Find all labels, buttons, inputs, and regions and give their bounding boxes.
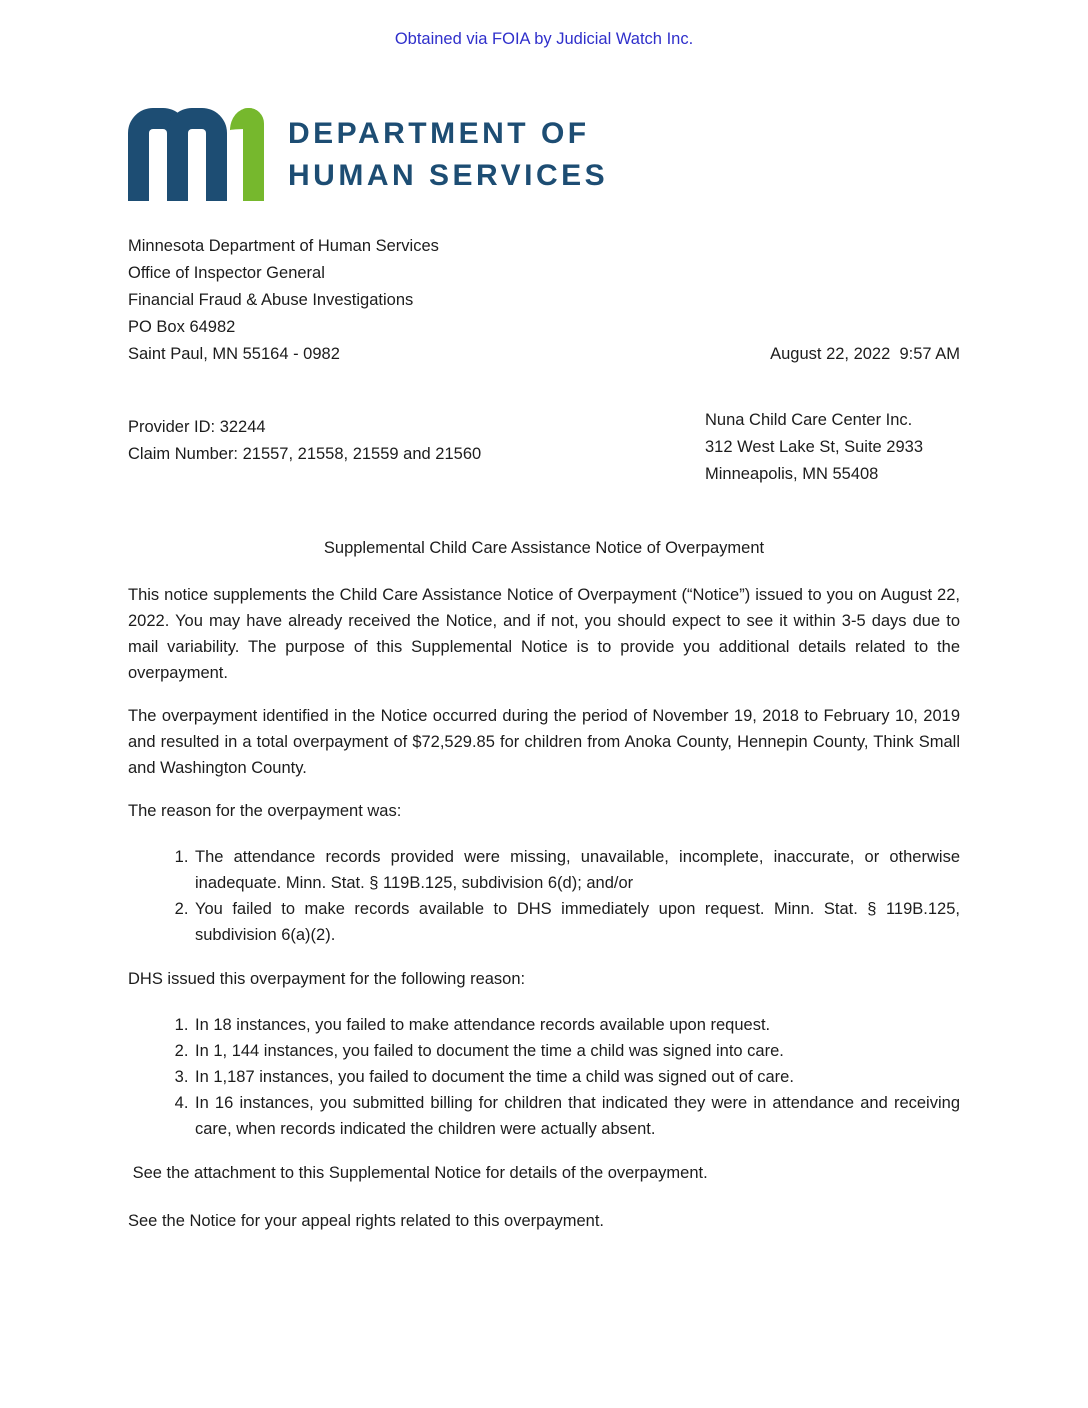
sender-line: Saint Paul, MN 55164 - 0982 — [128, 345, 340, 363]
sender-line: Financial Fraud & Abuse Investigations — [128, 291, 414, 309]
sender-line: Office of Inspector General — [128, 264, 325, 282]
mn-logo-icon — [128, 108, 264, 201]
sender-date-row — [128, 233, 960, 368]
reason-item: 2. You failed to make records available to DHS immediately upon request. Minn. Stat. § 119B.125, subdivision 6(a)(2). — [193, 896, 960, 948]
reason-intro: The reason for the overpayment was: — [128, 802, 402, 820]
sender-address — [128, 233, 439, 368]
dhs-reason-item: 3. In 1,187 instances, you failed to document the time a child was signed out of care. — [193, 1064, 960, 1090]
sender-line: PO Box 64982 — [128, 318, 236, 336]
provider-id: Provider ID: 32244 — [128, 418, 266, 436]
recipient-line: Minneapolis, MN 55408 — [705, 465, 879, 483]
provider-info — [128, 407, 481, 468]
dhs-reason-intro: DHS issued this overpayment for the following reason: — [128, 970, 526, 988]
logo-wordmark — [288, 113, 608, 197]
paragraph-supplement: This notice supplements the Child Care Assistance Notice of Overpayment (“Notice”) issued to you on August 22, 2022. You may have already received the Notice, and if not, you should expect to see it within 3-5 days due to mail variability. The purpose of this Supplemental Notice is to provide you additional details related to the overpayment. — [128, 586, 960, 682]
logo-wordmark-line2: HUMAN SERVICES — [288, 158, 609, 192]
claim-number: Claim Number: 21557, 21558, 21559 and 21560 — [128, 445, 482, 463]
recipient-address — [705, 407, 960, 488]
dhs-reason-item: 1. In 18 instances, you failed to make attendance records available upon request. — [193, 1012, 960, 1038]
letter-title: Supplemental Child Care Assistance Notice of Overpayment — [323, 539, 765, 557]
foia-stamp: Obtained via FOIA by Judicial Watch Inc. — [394, 30, 694, 48]
dhs-logo — [128, 108, 960, 201]
reason-item: 1. The attendance records provided were missing, unavailable, incomplete, inaccurate, or otherwise inadequate. Minn. Stat. § 119B.125, subdivision 6(d); and/or — [193, 844, 960, 896]
closing-attachment: See the attachment to this Supplemental Notice for details of the overpayment. — [128, 1164, 708, 1182]
recipient-line: Nuna Child Care Center Inc. — [705, 411, 913, 429]
reference-row — [128, 407, 960, 488]
dhs-reason-item: 4. In 16 instances, you submitted billing for children that indicated they were in attendance and receiving care, when records indicated the children were actually absent. — [193, 1090, 960, 1142]
paragraph-overpayment-period: The overpayment identified in the Notice occurred during the period of November 19, 2018 to February 10, 2019 and resulted in a total overpayment of $72,529.85 for children from Anoka County, Hennepin County, Think Small and Washington County. — [128, 707, 960, 777]
sender-line: Minnesota Department of Human Services — [128, 237, 439, 255]
closing-appeal: See the Notice for your appeal rights related to this overpayment. — [128, 1212, 605, 1230]
recipient-line: 312 West Lake St, Suite 2933 — [705, 438, 924, 456]
letter-datetime: August 22, 2022 9:57 AM — [770, 345, 960, 363]
dhs-reason-item: 2. In 1, 144 instances, you failed to document the time a child was signed into care. — [193, 1038, 960, 1064]
reason-list — [128, 844, 960, 948]
logo-wordmark-line1: DEPARTMENT OF — [288, 116, 590, 150]
dhs-reason-list — [128, 1012, 960, 1142]
mn-logo-m-arch-right — [167, 108, 227, 201]
mn-logo-green-hook — [230, 108, 264, 201]
